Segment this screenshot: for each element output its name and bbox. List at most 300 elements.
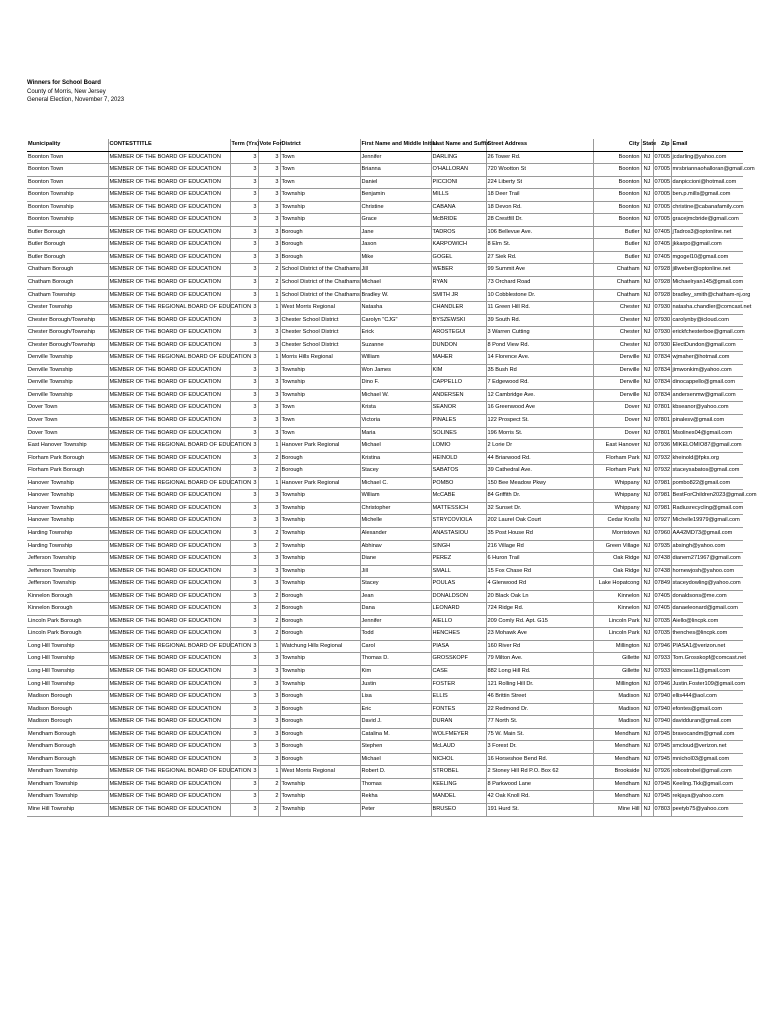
- city-cell: Chester: [593, 302, 641, 315]
- state-cell: NJ: [641, 164, 653, 177]
- street-address-cell: 4 Glenwood Rd: [486, 578, 593, 591]
- table-row: [27, 565, 743, 578]
- term-cell: 3: [230, 590, 258, 603]
- first-name-cell: Jennifer: [360, 151, 431, 164]
- street-address-cell: 3 Forest Dr.: [486, 741, 593, 754]
- col-email: Email: [671, 139, 743, 151]
- contest-title-cell: MEMBER OF THE BOARD OF EDUCATION: [108, 251, 230, 264]
- last-name-cell: McLAUD: [431, 741, 486, 754]
- last-name-cell: SINGH: [431, 540, 486, 553]
- zip-cell: 07405: [653, 603, 671, 616]
- term-cell: 3: [230, 176, 258, 189]
- vote-for-cell: 3: [258, 741, 280, 754]
- first-name-cell: Thomas: [360, 778, 431, 791]
- contest-title-cell: MEMBER OF THE BOARD OF EDUCATION: [108, 703, 230, 716]
- zip-cell: 07035: [653, 628, 671, 641]
- vote-for-cell: 2: [258, 791, 280, 804]
- email-cell: kbseanor@yahoo.com: [671, 402, 743, 415]
- zip-cell: 07933: [653, 665, 671, 678]
- last-name-cell: LEONARD: [431, 603, 486, 616]
- table-row: [27, 151, 743, 164]
- state-cell: NJ: [641, 465, 653, 478]
- city-cell: Chatham: [593, 289, 641, 302]
- contest-title-cell: MEMBER OF THE BOARD OF EDUCATION: [108, 490, 230, 503]
- email-cell: pinalesv@gmail.com: [671, 415, 743, 428]
- district-cell: Town: [280, 164, 360, 177]
- last-name-cell: DUNDON: [431, 339, 486, 352]
- contest-title-cell: MEMBER OF THE BOARD OF EDUCATION: [108, 678, 230, 691]
- table-row: [27, 691, 743, 704]
- zip-cell: 07005: [653, 151, 671, 164]
- street-address-cell: 196 Morris St.: [486, 427, 593, 440]
- contest-title-cell: MEMBER OF THE BOARD OF EDUCATION: [108, 791, 230, 804]
- vote-for-cell: 2: [258, 264, 280, 277]
- district-cell: Borough: [280, 728, 360, 741]
- contest-title-cell: MEMBER OF THE BOARD OF EDUCATION: [108, 753, 230, 766]
- municipality-cell: Kinnelon Borough: [27, 603, 108, 616]
- first-name-cell: Grace: [360, 214, 431, 227]
- municipality-cell: Chatham Township: [27, 289, 108, 302]
- email-cell: donaldsons@me.com: [671, 590, 743, 603]
- zip-cell: 07005: [653, 189, 671, 202]
- table-row: [27, 703, 743, 716]
- table-row: [27, 803, 743, 816]
- district-cell: Township: [280, 189, 360, 202]
- last-name-cell: SABATOS: [431, 465, 486, 478]
- table-row: [27, 766, 743, 779]
- vote-for-cell: 1: [258, 302, 280, 315]
- municipality-cell: Dover Town: [27, 402, 108, 415]
- col-municipality: Municipality: [27, 139, 108, 151]
- last-name-cell: STROBEL: [431, 766, 486, 779]
- state-cell: NJ: [641, 716, 653, 729]
- city-cell: Whippany: [593, 502, 641, 515]
- first-name-cell: Todd: [360, 628, 431, 641]
- city-cell: Chester: [593, 314, 641, 327]
- state-cell: NJ: [641, 289, 653, 302]
- vote-for-cell: 3: [258, 164, 280, 177]
- zip-cell: 07405: [653, 239, 671, 252]
- contest-title-cell: MEMBER OF THE BOARD OF EDUCATION: [108, 590, 230, 603]
- vote-for-cell: 2: [258, 628, 280, 641]
- first-name-cell: Christopher: [360, 502, 431, 515]
- district-cell: Township: [280, 527, 360, 540]
- city-cell: Florham Park: [593, 465, 641, 478]
- email-cell: robostrobel@gmail.com: [671, 766, 743, 779]
- vote-for-cell: 3: [258, 490, 280, 503]
- street-address-cell: 23 Mohawk Ave: [486, 628, 593, 641]
- street-address-cell: 77 North St.: [486, 716, 593, 729]
- email-cell: staceysabatos@gmail.com: [671, 465, 743, 478]
- col-last-name: Last Name and Suffix: [431, 139, 486, 151]
- vote-for-cell: 1: [258, 289, 280, 302]
- zip-cell: 07933: [653, 653, 671, 666]
- district-cell: Chester School District: [280, 314, 360, 327]
- contest-title-cell: MEMBER OF THE BOARD OF EDUCATION: [108, 327, 230, 340]
- term-cell: 3: [230, 766, 258, 779]
- first-name-cell: Robert D.: [360, 766, 431, 779]
- vote-for-cell: 3: [258, 239, 280, 252]
- state-cell: NJ: [641, 377, 653, 390]
- table-row: [27, 640, 743, 653]
- municipality-cell: Mendham Township: [27, 778, 108, 791]
- zip-cell: 07935: [653, 540, 671, 553]
- table-row: [27, 402, 743, 415]
- first-name-cell: Peter: [360, 803, 431, 816]
- table-row: [27, 502, 743, 515]
- email-cell: efontes@gmail.com: [671, 703, 743, 716]
- contest-title-cell: MEMBER OF THE REGIONAL BOARD OF EDUCATION: [108, 477, 230, 490]
- table-row: [27, 314, 743, 327]
- state-cell: NJ: [641, 640, 653, 653]
- district-cell: Watchung Hills Regional: [280, 640, 360, 653]
- contest-title-cell: MEMBER OF THE BOARD OF EDUCATION: [108, 239, 230, 252]
- vote-for-cell: 3: [258, 427, 280, 440]
- last-name-cell: CAPPELLO: [431, 377, 486, 390]
- vote-for-cell: 3: [258, 201, 280, 214]
- city-cell: Whippany: [593, 477, 641, 490]
- state-cell: NJ: [641, 339, 653, 352]
- state-cell: NJ: [641, 590, 653, 603]
- table-row: [27, 615, 743, 628]
- district-cell: Township: [280, 653, 360, 666]
- last-name-cell: POMBO: [431, 477, 486, 490]
- document-title: Winners for School Board: [27, 80, 101, 86]
- email-cell: jillweber@optonline.net: [671, 264, 743, 277]
- term-cell: 3: [230, 239, 258, 252]
- municipality-cell: Boonton Town: [27, 164, 108, 177]
- municipality-cell: Harding Township: [27, 540, 108, 553]
- street-address-cell: 15 Fox Chase Rd: [486, 565, 593, 578]
- col-city: City: [593, 139, 641, 151]
- district-cell: Borough: [280, 226, 360, 239]
- term-cell: 3: [230, 214, 258, 227]
- last-name-cell: LOMIO: [431, 440, 486, 453]
- table-row: [27, 176, 743, 189]
- municipality-cell: Harding Township: [27, 527, 108, 540]
- first-name-cell: Stephen: [360, 741, 431, 754]
- email-cell: AA42MD73@gmail.com: [671, 527, 743, 540]
- email-cell: jimwonkim@yahoo.com: [671, 364, 743, 377]
- municipality-cell: Long Hill Township: [27, 640, 108, 653]
- email-cell: absingh@yahoo.com: [671, 540, 743, 553]
- municipality-cell: Kinnelon Borough: [27, 590, 108, 603]
- municipality-cell: Chester Borough/Township: [27, 327, 108, 340]
- state-cell: NJ: [641, 615, 653, 628]
- street-address-cell: 22 Redmond Dr.: [486, 703, 593, 716]
- first-name-cell: Krista: [360, 402, 431, 415]
- contest-title-cell: MEMBER OF THE BOARD OF EDUCATION: [108, 314, 230, 327]
- municipality-cell: Florham Park Borough: [27, 465, 108, 478]
- municipality-cell: Butler Borough: [27, 239, 108, 252]
- zip-cell: 07005: [653, 176, 671, 189]
- state-cell: NJ: [641, 603, 653, 616]
- email-cell: Aiello@lincpk.com: [671, 615, 743, 628]
- street-address-cell: 2 Stoney Hill Rd P.O. Box 62: [486, 766, 593, 779]
- municipality-cell: Madison Borough: [27, 703, 108, 716]
- municipality-cell: Mendham Township: [27, 766, 108, 779]
- zip-cell: 07928: [653, 264, 671, 277]
- street-address-cell: 26 Tower Rd.: [486, 151, 593, 164]
- street-address-cell: 99 Summit Ave: [486, 264, 593, 277]
- email-cell: gracejmcbride@gmail.com: [671, 214, 743, 227]
- state-cell: NJ: [641, 553, 653, 566]
- vote-for-cell: 1: [258, 640, 280, 653]
- street-address-cell: 106 Bellevue Ave.: [486, 226, 593, 239]
- email-cell: MIKELOMIO87@gmail.com: [671, 440, 743, 453]
- city-cell: Millington: [593, 640, 641, 653]
- street-address-cell: 35 Bush Rd: [486, 364, 593, 377]
- state-cell: NJ: [641, 264, 653, 277]
- term-cell: 3: [230, 402, 258, 415]
- municipality-cell: Hanover Township: [27, 477, 108, 490]
- zip-cell: 07005: [653, 214, 671, 227]
- vote-for-cell: 3: [258, 703, 280, 716]
- state-cell: NJ: [641, 277, 653, 290]
- city-cell: Oak Ridge: [593, 553, 641, 566]
- zip-cell: 07936: [653, 440, 671, 453]
- contest-title-cell: MEMBER OF THE BOARD OF EDUCATION: [108, 628, 230, 641]
- vote-for-cell: 3: [258, 565, 280, 578]
- last-name-cell: HENCHES: [431, 628, 486, 641]
- last-name-cell: CABANA: [431, 201, 486, 214]
- contest-title-cell: MEMBER OF THE BOARD OF EDUCATION: [108, 402, 230, 415]
- contest-title-cell: MEMBER OF THE BOARD OF EDUCATION: [108, 339, 230, 352]
- city-cell: Chatham: [593, 277, 641, 290]
- district-cell: Township: [280, 502, 360, 515]
- state-cell: NJ: [641, 665, 653, 678]
- district-cell: Borough: [280, 239, 360, 252]
- first-name-cell: Jill: [360, 565, 431, 578]
- municipality-cell: Boonton Town: [27, 176, 108, 189]
- first-name-cell: Daniel: [360, 176, 431, 189]
- district-cell: Borough: [280, 741, 360, 754]
- last-name-cell: PEREZ: [431, 553, 486, 566]
- first-name-cell: Brianna: [360, 164, 431, 177]
- first-name-cell: Stacey: [360, 578, 431, 591]
- term-cell: 3: [230, 389, 258, 402]
- district-cell: Borough: [280, 753, 360, 766]
- contest-title-cell: MEMBER OF THE BOARD OF EDUCATION: [108, 452, 230, 465]
- table-row: [27, 477, 743, 490]
- table-row: [27, 377, 743, 390]
- district-cell: Town: [280, 427, 360, 440]
- last-name-cell: MANDEL: [431, 791, 486, 804]
- zip-cell: 07928: [653, 289, 671, 302]
- term-cell: 3: [230, 640, 258, 653]
- state-cell: NJ: [641, 691, 653, 704]
- city-cell: Boonton: [593, 151, 641, 164]
- col-vote-for: Vote For: [258, 139, 280, 151]
- term-cell: 3: [230, 364, 258, 377]
- municipality-cell: Hanover Township: [27, 490, 108, 503]
- district-cell: School District of the Chathams: [280, 264, 360, 277]
- term-cell: 3: [230, 277, 258, 290]
- term-cell: 3: [230, 703, 258, 716]
- contest-title-cell: MEMBER OF THE BOARD OF EDUCATION: [108, 615, 230, 628]
- first-name-cell: Rekha: [360, 791, 431, 804]
- email-cell: kheinold@fpks.org: [671, 452, 743, 465]
- district-cell: Borough: [280, 703, 360, 716]
- district-cell: School District of the Chathams: [280, 289, 360, 302]
- contest-title-cell: MEMBER OF THE BOARD OF EDUCATION: [108, 415, 230, 428]
- email-cell: pombo822@gmail.com: [671, 477, 743, 490]
- vote-for-cell: 3: [258, 553, 280, 566]
- zip-cell: 07405: [653, 590, 671, 603]
- document-header: [27, 79, 743, 139]
- street-address-cell: 3 Warren Cutting: [486, 327, 593, 340]
- vote-for-cell: 3: [258, 578, 280, 591]
- zip-cell: 07405: [653, 251, 671, 264]
- municipality-cell: Boonton Township: [27, 201, 108, 214]
- last-name-cell: WOLFMEYER: [431, 728, 486, 741]
- last-name-cell: WEBER: [431, 264, 486, 277]
- municipality-cell: Denville Township: [27, 364, 108, 377]
- state-cell: NJ: [641, 314, 653, 327]
- zip-cell: 07005: [653, 201, 671, 214]
- municipality-cell: Chester Township: [27, 302, 108, 315]
- email-cell: mgogel10@gmail.com: [671, 251, 743, 264]
- first-name-cell: Lisa: [360, 691, 431, 704]
- city-cell: Dover: [593, 427, 641, 440]
- street-address-cell: 28 Crestfill Dr.: [486, 214, 593, 227]
- zip-cell: 07928: [653, 277, 671, 290]
- term-cell: 3: [230, 151, 258, 164]
- district-cell: School District of the Chathams: [280, 277, 360, 290]
- first-name-cell: Alexander: [360, 527, 431, 540]
- state-cell: NJ: [641, 251, 653, 264]
- vote-for-cell: 3: [258, 402, 280, 415]
- state-cell: NJ: [641, 578, 653, 591]
- contest-title-cell: MEMBER OF THE BOARD OF EDUCATION: [108, 189, 230, 202]
- table-row: [27, 164, 743, 177]
- term-cell: 3: [230, 314, 258, 327]
- vote-for-cell: 1: [258, 352, 280, 365]
- term-cell: 3: [230, 628, 258, 641]
- district-cell: Borough: [280, 603, 360, 616]
- term-cell: 3: [230, 302, 258, 315]
- street-address-cell: 8 Elm St.: [486, 239, 593, 252]
- first-name-cell: Michelle: [360, 515, 431, 528]
- municipality-cell: Dover Town: [27, 415, 108, 428]
- table-row: [27, 665, 743, 678]
- city-cell: Boonton: [593, 201, 641, 214]
- first-name-cell: Michael: [360, 440, 431, 453]
- first-name-cell: Natasha: [360, 302, 431, 315]
- last-name-cell: ANDERSEN: [431, 389, 486, 402]
- last-name-cell: KIM: [431, 364, 486, 377]
- municipality-cell: Boonton Town: [27, 151, 108, 164]
- district-cell: Township: [280, 565, 360, 578]
- term-cell: 3: [230, 502, 258, 515]
- term-cell: 3: [230, 440, 258, 453]
- email-cell: Msolines04@gmail.com: [671, 427, 743, 440]
- street-address-cell: 27 Siek Rd.: [486, 251, 593, 264]
- zip-cell: 07834: [653, 352, 671, 365]
- municipality-cell: Hanover Township: [27, 502, 108, 515]
- contest-title-cell: MEMBER OF THE BOARD OF EDUCATION: [108, 778, 230, 791]
- street-address-cell: 11 Green Hill Rd.: [486, 302, 593, 315]
- table-row: [27, 753, 743, 766]
- vote-for-cell: 3: [258, 189, 280, 202]
- street-address-cell: 39 Cathedral Ave.: [486, 465, 593, 478]
- last-name-cell: TADROS: [431, 226, 486, 239]
- district-cell: West Morris Regional: [280, 302, 360, 315]
- city-cell: Cedar Knolls: [593, 515, 641, 528]
- state-cell: NJ: [641, 515, 653, 528]
- term-cell: 3: [230, 415, 258, 428]
- term-cell: 3: [230, 791, 258, 804]
- state-cell: NJ: [641, 239, 653, 252]
- zip-cell: 07945: [653, 741, 671, 754]
- state-cell: NJ: [641, 527, 653, 540]
- state-cell: NJ: [641, 678, 653, 691]
- zip-cell: 07945: [653, 753, 671, 766]
- last-name-cell: MAHER: [431, 352, 486, 365]
- district-cell: West Morris Regional: [280, 766, 360, 779]
- zip-cell: 07930: [653, 327, 671, 340]
- table-row: [27, 590, 743, 603]
- email-cell: jTadros3@optonline.net: [671, 226, 743, 239]
- city-cell: Chatham: [593, 264, 641, 277]
- zip-cell: 07945: [653, 778, 671, 791]
- contest-title-cell: MEMBER OF THE BOARD OF EDUCATION: [108, 716, 230, 729]
- first-name-cell: Erick: [360, 327, 431, 340]
- city-cell: Chester: [593, 339, 641, 352]
- first-name-cell: Kim: [360, 665, 431, 678]
- term-cell: 3: [230, 189, 258, 202]
- street-address-cell: 724 Ridge Rd.: [486, 603, 593, 616]
- term-cell: 3: [230, 653, 258, 666]
- vote-for-cell: 3: [258, 176, 280, 189]
- street-address-cell: 75 W. Main St.: [486, 728, 593, 741]
- table-row: [27, 678, 743, 691]
- state-cell: NJ: [641, 327, 653, 340]
- municipality-cell: Mine Hill Township: [27, 803, 108, 816]
- term-cell: 3: [230, 540, 258, 553]
- col-contest-title: CONTESTTITLE: [108, 139, 230, 151]
- zip-cell: 07940: [653, 703, 671, 716]
- zip-cell: 07945: [653, 728, 671, 741]
- last-name-cell: McCABE: [431, 490, 486, 503]
- municipality-cell: Long Hill Township: [27, 678, 108, 691]
- contest-title-cell: MEMBER OF THE BOARD OF EDUCATION: [108, 289, 230, 302]
- first-name-cell: Jean: [360, 590, 431, 603]
- street-address-cell: 6 Huron Trail: [486, 553, 593, 566]
- street-address-cell: 35 Post House Rd: [486, 527, 593, 540]
- email-cell: PIASA1@verizon.net: [671, 640, 743, 653]
- municipality-cell: Mendham Township: [27, 791, 108, 804]
- table-row: [27, 201, 743, 214]
- vote-for-cell: 3: [258, 339, 280, 352]
- table-row: [27, 716, 743, 729]
- district-cell: Town: [280, 415, 360, 428]
- term-cell: 3: [230, 377, 258, 390]
- city-cell: Whippany: [593, 490, 641, 503]
- municipality-cell: Chester Borough/Township: [27, 314, 108, 327]
- vote-for-cell: 3: [258, 151, 280, 164]
- vote-for-cell: 3: [258, 515, 280, 528]
- first-name-cell: Michael: [360, 753, 431, 766]
- term-cell: 3: [230, 226, 258, 239]
- term-cell: 3: [230, 264, 258, 277]
- district-cell: Township: [280, 214, 360, 227]
- first-name-cell: Dino F.: [360, 377, 431, 390]
- zip-cell: 07801: [653, 427, 671, 440]
- first-name-cell: Won James: [360, 364, 431, 377]
- last-name-cell: GOGEL: [431, 251, 486, 264]
- col-state: State: [641, 139, 653, 151]
